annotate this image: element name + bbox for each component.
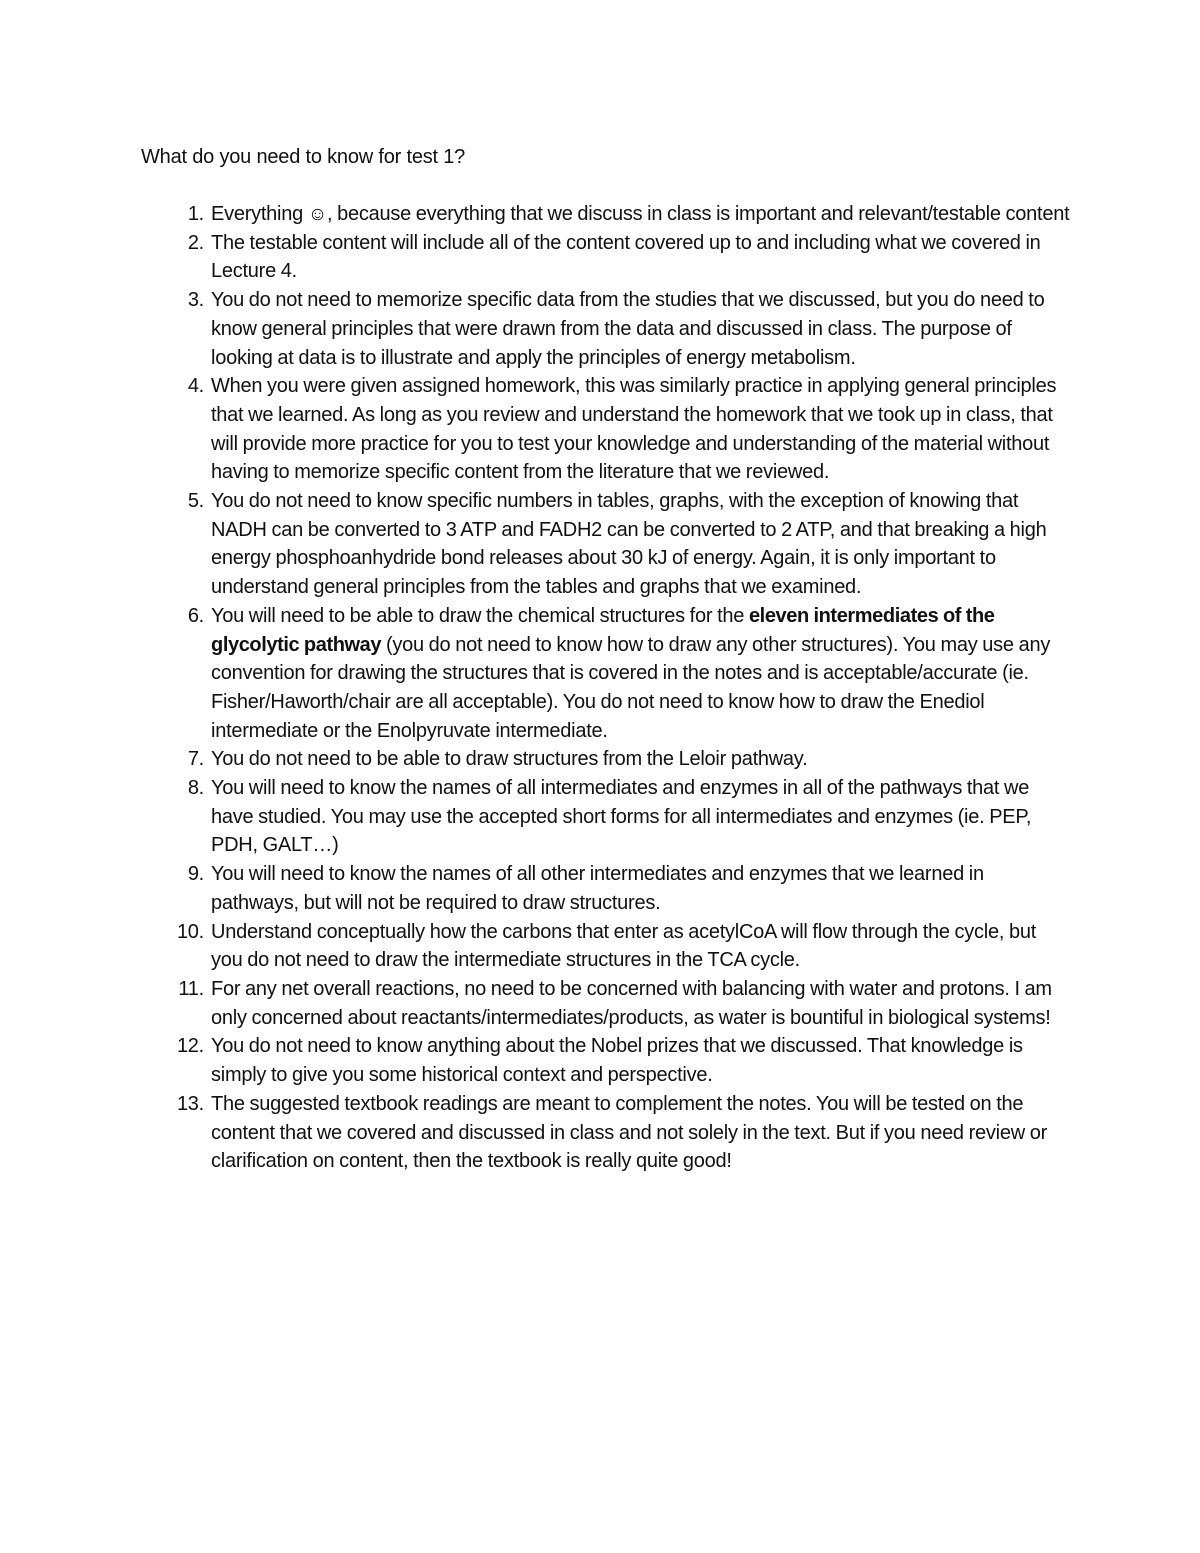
list-item (141, 975, 1071, 1032)
item-number: 12. (176, 1035, 204, 1058)
item-number: 10. (176, 920, 204, 943)
requirements-list (141, 200, 1071, 1176)
item-number: 1. (187, 203, 204, 225)
list-item (141, 229, 1071, 286)
item-number: 13. (176, 1092, 204, 1115)
bold-term: eleven intermediates of the glycolytic pathway (211, 604, 995, 656)
item-number: 7. (187, 748, 204, 771)
item-text: You do not need to know anything about the Nobel prizes that we discussed. That knowledge is simply to give you some historical context and perspective. (211, 1035, 1023, 1087)
item-number: 5. (187, 490, 204, 513)
item-text: When you were given assigned homework, this was similarly practice in applying general principles that we learned. As long as you review and understand the homework that we took up in class, that will provide more practice for you to test your knowledge and understanding of the material without having to memorize specific content from the literature that we reviewed. (211, 375, 1057, 484)
list-item (141, 860, 1071, 917)
list-item (141, 286, 1071, 372)
list-item (141, 1090, 1071, 1176)
list-item (141, 918, 1071, 975)
list-item (141, 487, 1071, 602)
list-item (141, 774, 1071, 860)
list-item (141, 1032, 1071, 1089)
item-text: For any net overall reactions, no need to be concerned with balancing with water and protons. I am only concerned about reactants/intermediates/products, as water is bountiful in biological systems! (211, 977, 1052, 1029)
item-text: You do not need to know specific numbers in tables, graphs, with the exception of knowing that NADH can be converted to 3 ATP and FADH2 can be converted to 2 ATP, and that breaking a high energy phosphoanhydride bond releases about 30 kJ of energy. Again, it is only important to understand general principles from the tables and graphs that we examined. (211, 490, 1047, 599)
item-text: You will need to be able to draw the chemical structures for the eleven intermediates of the glycolytic pathway (you do not need to know how to draw any other structures). You may use any convention for drawing the structures that is covered in the notes and is acceptable/accurate (ie. Fisher/Haworth/chair are all acceptable). You do not need to know how to draw the Enediol intermediate or the Enolpyruvate intermediate. (211, 604, 1051, 742)
item-text: Everything ☺, because everything that we discuss in class is important and relevant/testable content (211, 203, 1070, 225)
list-item (141, 200, 1071, 229)
item-number: 4. (187, 375, 204, 398)
list-item (141, 745, 1071, 774)
item-number: 11. (178, 977, 204, 1000)
item-text: The testable content will include all of the content covered up to and including what we covered in Lecture 4. (211, 231, 1041, 283)
item-number: 8. (187, 777, 204, 800)
item-text: Understand conceptually how the carbons that enter as acetylCoA will flow through the cycle, but you do not need to draw the intermediate structures in the TCA cycle. (211, 920, 1037, 972)
list-item (141, 602, 1071, 746)
item-number: 2. (187, 231, 204, 254)
item-number: 9. (187, 863, 204, 886)
smiley-face-icon: ☺ (307, 204, 327, 225)
document-title: What do you need to know for test 1? (141, 146, 466, 168)
item-text: You do not need to memorize specific data from the studies that we discussed, but you do need to know general principles that were drawn from the data and discussed in class. The purpose of looking at data is to illustrate and apply the principles of energy metabolism. (211, 289, 1045, 369)
item-text: The suggested textbook readings are meant to complement the notes. You will be tested on the content that we covered and discussed in class and not solely in the text. But if you need review or clarification on content, then the textbook is really quite good! (211, 1092, 1047, 1173)
item-text: You will need to know the names of all intermediates and enzymes in all of the pathways that we have studied. You may use the accepted short forms for all intermediates and enzymes (ie. PEP, PDH, GALT…) (211, 777, 1032, 857)
item-text: You will need to know the names of all other intermediates and enzymes that we learned in pathways, but will not be required to draw structures. (211, 863, 984, 914)
list-item (141, 372, 1071, 487)
item-text: You do not need to be able to draw structures from the Leloir pathway. (211, 748, 808, 771)
item-number: 6. (187, 604, 204, 627)
item-number: 3. (187, 289, 204, 312)
